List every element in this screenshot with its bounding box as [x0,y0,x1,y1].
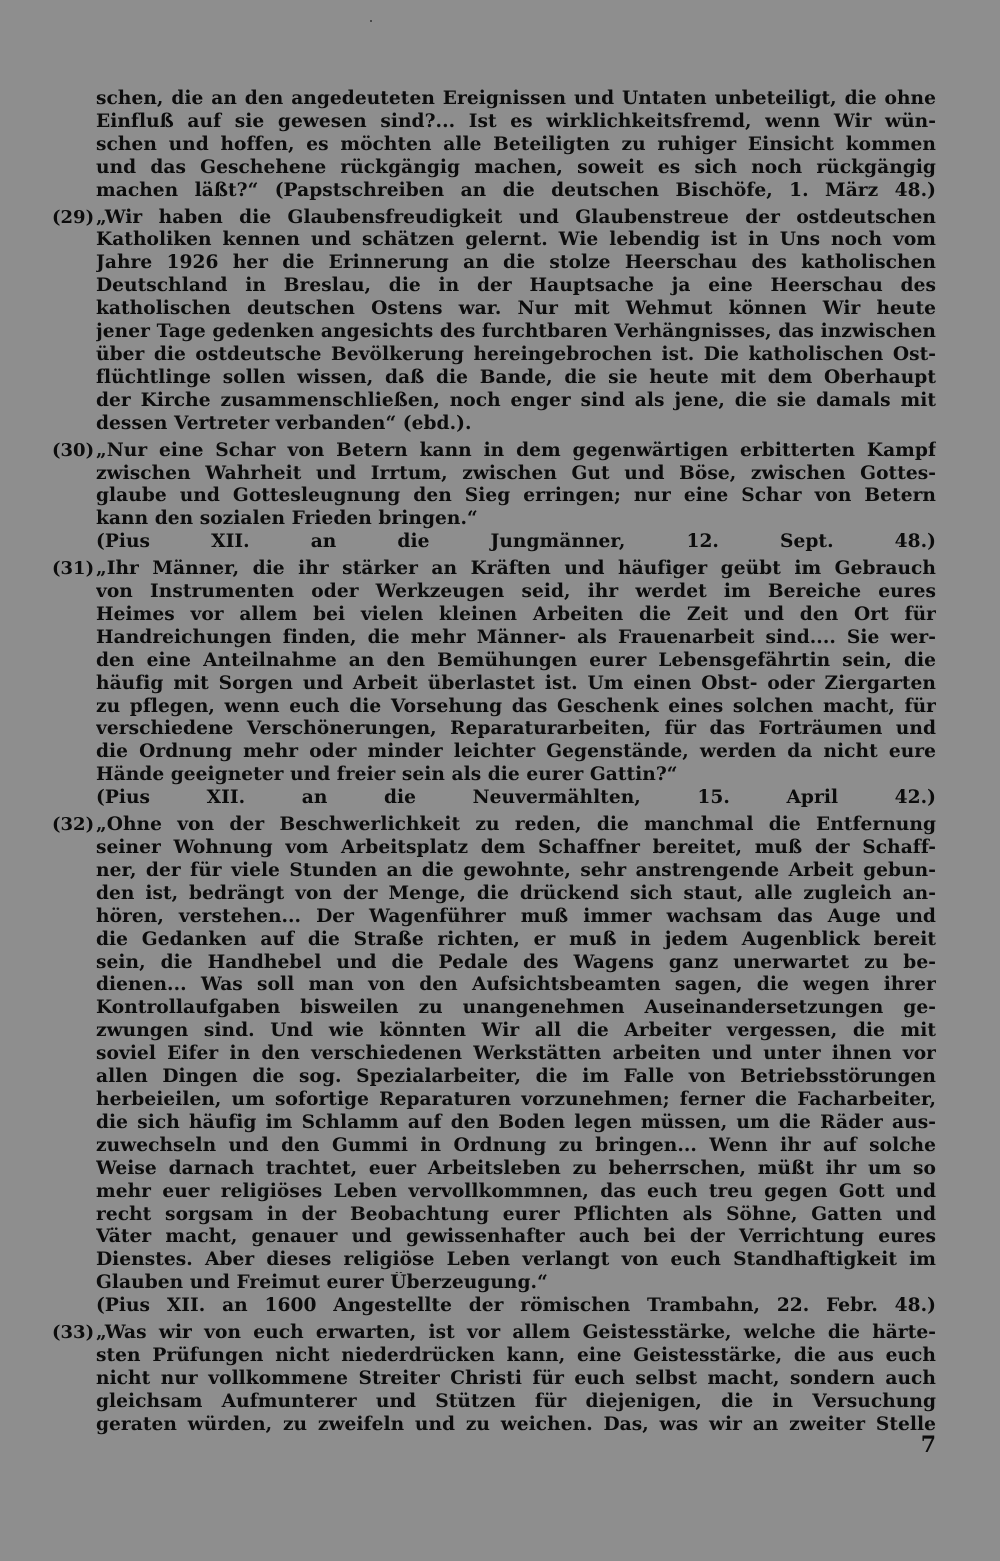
text-line: allen Dingen die sog. Spezialarbeiter, die im Falle von Betriebsstörungen [96,1066,936,1088]
text-line: über die ostdeutsche Bevölkerung hereingebrochen ist. Die katholischen Ost- [96,343,936,365]
citation-source: (Pius XII. an die Neuvermählten, 15. April 42.) [96,787,936,809]
text-line: schen und hoffen, es möchten alle Beteiligten zu ruhiger Einsicht kommen [96,133,936,155]
citation-source: (Pius XII. an die Jungmänner, 12. Sept. 48.) [96,531,936,553]
text-line: flüchtlinge sollen wissen, daß die Bande, die sie heute mit dem Oberhaupt [96,366,936,388]
text-line: Glauben und Freimut eurer Überzeugung.“ [96,1272,548,1294]
text-line: den eine Anteilnahme an den Bemühungen eurer Lebensgefährtin sein, die [96,649,936,671]
print-speck [370,20,372,22]
numbered-paragraph-30 [52,440,936,555]
citation-source: (Pius XII. an 1600 Angestellte der römischen Trambahn, 22. Febr. 48.) [96,1295,936,1317]
text-line: Deutschland in Breslau, die in der Hauptsache ja eine Heerschau des [96,275,936,297]
paragraph-text [96,440,936,555]
text-line: hören, verstehen... Der Wagenführer muß immer wachsam das Auge und [96,905,936,927]
text-line: zu pflegen, wenn euch die Vorsehung das Geschenk eines solchen macht, für [96,695,936,717]
text-line: und das Geschehene rückgängig machen, soweit es sich noch rückgängig [96,156,936,178]
text-line: ner, der für viele Stunden an die gewohnte, sehr anstrengende Arbeit gebun- [96,859,936,881]
numbered-paragraph-33 [52,1322,936,1437]
paragraph-number: (31) [52,558,95,580]
text-line: die Gedanken auf die Straße richten, er muß in jedem Augenblick bereit [96,928,936,950]
text-line: die sich häufig im Schlamm auf den Boden legen müssen, um die Räder aus- [96,1111,936,1133]
text-line: geraten würden, zu zweifeln und zu weichen. Das, was wir an zweiter Stelle [96,1413,936,1435]
text-line: jener Tage gedenken angesichts des furchtbaren Verhängnisses, das inzwischen [96,321,936,343]
paragraph-text [96,207,936,436]
text-line: verschiedene Verschönerungen, Reparaturarbeiten, für das Forträumen und [96,718,936,740]
text-line: herbeieilen, um sofortige Reparaturen vorzunehmen; ferner die Facharbeiter, [96,1088,936,1110]
text-line: recht sorgsam in der Beobachtung eurer Pflichten als Söhne, Gatten und [96,1203,936,1225]
text-line: Katholiken kennen und schätzen gelernt. Wie lebendig ist in Uns noch vom [96,229,936,251]
text-line: Heimes vor allem bei vielen kleinen Arbeiten die Zeit und den Ort für [96,603,936,625]
text-line: die Ordnung mehr oder minder leichter Gegenstände, werden da nicht eure [96,741,936,763]
paragraph-text [96,558,936,810]
paragraph-number: (32) [52,814,95,836]
text-line: der Kirche zusammenschließen, noch enger sind als jene, die sie damals mit [96,389,936,411]
numbered-paragraph-29 [52,207,936,436]
text-line: dessen Vertreter verbanden“ (ebd.). [96,412,472,434]
text-line: von Instrumenten oder Werkzeugen seid, ihr werdet im Bereiche eures [96,581,936,603]
text-line: häufig mit Sorgen und Arbeit überlastet ist. Um einen Obst- oder Ziergarten [96,672,936,694]
text-line: Kontrollaufgaben bisweilen zu unangenehmen Auseinandersetzungen ge- [96,997,936,1019]
text-line: „Wir haben die Glaubensfreudigkeit und Glaubenstreue der ostdeutschen [96,206,936,228]
text-line: „Was wir von euch erwarten, ist vor allem Geistesstärke, welche die härte- [96,1322,936,1344]
text-line: zuwechseln und den Gummi in Ordnung zu bringen... Wenn ihr auf solche [96,1134,936,1156]
text-line: Väter macht, genauer und gewissenhafter auch bei der Verrichtung eures [96,1226,936,1248]
text-line: glaube und Gottesleugnung den Sieg erringen; nur eine Schar von Betern [96,485,936,507]
text-line: Hände geeigneter und freier sein als die eurer Gattin?“ [96,764,678,786]
text-line: seiner Wohnung vom Arbeitsplatz dem Schaffner bereitet, muß der Schaff- [96,837,936,858]
text-line: kann den sozialen Frieden bringen.“ [96,508,478,530]
text-line: „Ohne von der Beschwerlichkeit zu reden, die manchmal die Entfernung [96,814,936,836]
text-line: Jahre 1926 her die Erinnerung an die stolze Heerschau des katholischen [96,252,936,274]
text-line: zwischen Wahrheit und Irrtum, zwischen Gut und Böse, zwischen Gottes- [96,462,936,484]
intro-text [96,88,936,203]
text-line: dienen... Was soll man von den Aufsichtsbeamten sagen, die wegen ihrer [96,974,936,996]
page-number: 7 [920,1432,936,1458]
intro-paragraph [52,88,936,203]
text-line: mehr euer religiöses Leben vervollkommnen, das euch treu gegen Gott und [96,1180,936,1202]
text-line: machen läßt?“ (Papstschreiben an die deutschen Bischöfe, 1. März 48.) [96,179,936,201]
paragraph-text [96,814,936,1318]
text-line: „Ihr Männer, die ihr stärker an Kräften und häufiger geübt im Gebrauch [96,558,936,580]
text-line: nicht nur vollkommene Streiter Christi für euch selbst macht, sondern auch [96,1367,936,1389]
text-line: Einfluß auf sie gewesen sind?... Ist es wirklichkeitsfremd, wenn Wir wün- [96,110,936,132]
paragraph-number: (29) [52,206,95,228]
text-line: gleichsam Aufmunterer und Stützen für diejenigen, die in Versuchung [96,1390,936,1412]
numbered-paragraph-32 [52,814,936,1318]
paragraph-number: (33) [52,1322,95,1344]
text-line: soviel Eifer in den verschiedenen Werkstätten arbeiten und unter ihnen vor [96,1043,936,1065]
paragraph-text [96,1322,936,1437]
text-line: sten Prüfungen nicht niederdrücken kann, eine Geistesstärke, die aus euch [96,1344,936,1366]
text-line: Weise darnach trachtet, euer Arbeitsleben zu beherrschen, müßt ihr um so [96,1157,936,1179]
text-line: Handreichungen finden, die mehr Männer- als Frauenarbeit sind.... Sie wer- [96,626,936,648]
text-line: sein, die Handhebel und die Pedale des Wagens ganz unerwartet zu be- [96,951,936,973]
text-line: katholischen deutschen Ostens war. Nur mit Wehmut können Wir heute [96,298,936,320]
text-line: zwungen sind. Und wie könnten Wir all die Arbeiter vergessen, die mit [96,1020,936,1042]
text-line: „Nur eine Schar von Betern kann in dem gegenwärtigen erbitterten Kampf [96,439,936,461]
text-line: Dienstes. Aber dieses religiöse Leben verlangt von euch Standhaftigkeit im [96,1249,936,1271]
text-line: schen, die an den angedeuteten Ereignissen und Untaten unbeteiligt, die ohne [96,88,936,109]
text-line: den ist, bedrängt von der Menge, die drückend sich staut, alle zugleich an- [96,882,936,904]
paragraph-number: (30) [52,439,95,461]
numbered-paragraph-31 [52,558,936,810]
page-body [52,88,936,1437]
